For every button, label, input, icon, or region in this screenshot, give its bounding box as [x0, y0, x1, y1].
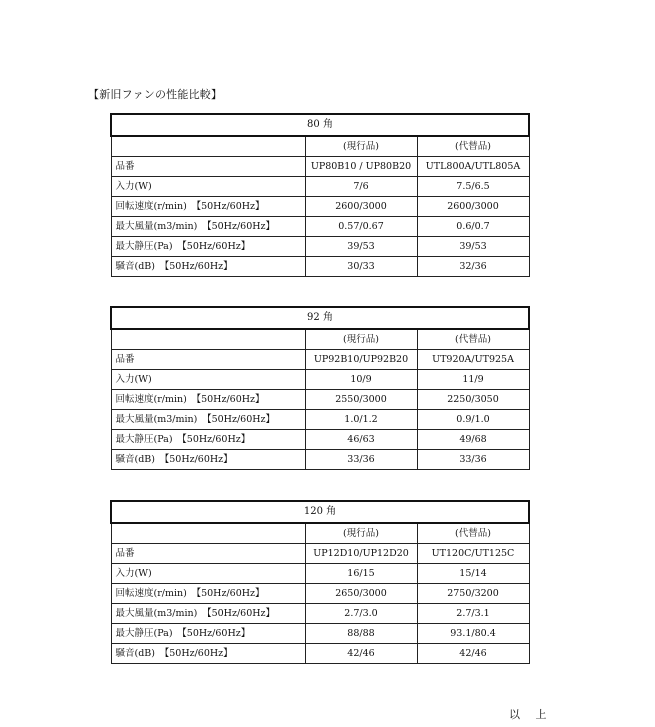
replacement-value: 2.7/3.1: [417, 604, 529, 624]
table-row: [111, 564, 529, 584]
row-label: 品番: [111, 350, 305, 370]
current-value: 2600/3000: [305, 197, 417, 217]
table-row: [111, 197, 529, 217]
table-row: [111, 370, 529, 390]
table-row: [111, 450, 529, 470]
row-label: 騒音(dB) 【50Hz/60Hz】: [111, 450, 305, 470]
table-header-row: [111, 329, 529, 350]
row-label: 騒音(dB) 【50Hz/60Hz】: [111, 644, 305, 664]
replacement-value: 2600/3000: [417, 197, 529, 217]
row-label: 品番: [111, 157, 305, 177]
current-value: 39/53: [305, 237, 417, 257]
header-replacement: (代替品): [417, 523, 529, 544]
row-label: 入力(W): [111, 177, 305, 197]
header-replacement: (代替品): [417, 136, 529, 157]
current-value: 1.0/1.2: [305, 410, 417, 430]
current-value: 2650/3000: [305, 584, 417, 604]
table-row: [111, 390, 529, 410]
current-value: 7/6: [305, 177, 417, 197]
row-label: 最大風量(m3/min) 【50Hz/60Hz】: [111, 604, 305, 624]
table-header-row: [111, 136, 529, 157]
fan-size-heading: 120 角: [111, 501, 529, 523]
header-blank-cell: [111, 523, 305, 544]
replacement-value: UT920A/UT925A: [417, 350, 529, 370]
replacement-value: UTL800A/UTL805A: [417, 157, 529, 177]
table-row: [111, 410, 529, 430]
replacement-value: 42/46: [417, 644, 529, 664]
current-value: 30/33: [305, 257, 417, 277]
header-blank-cell: [111, 136, 305, 157]
replacement-value: 2250/3050: [417, 390, 529, 410]
current-value: 0.57/0.67: [305, 217, 417, 237]
row-label: 回転速度(r/min) 【50Hz/60Hz】: [111, 584, 305, 604]
table-row: [111, 624, 529, 644]
header-current: (現行品): [305, 523, 417, 544]
fan-comparison-table-92: [110, 306, 530, 470]
table-row: [111, 644, 529, 664]
row-label: 最大風量(m3/min) 【50Hz/60Hz】: [111, 217, 305, 237]
fan-comparison-table-80: [110, 113, 530, 277]
header-blank-cell: [111, 329, 305, 350]
header-current: (現行品): [305, 136, 417, 157]
header-current: (現行品): [305, 329, 417, 350]
replacement-value: 15/14: [417, 564, 529, 584]
current-value: UP92B10/UP92B20: [305, 350, 417, 370]
closing-mark: 以 上: [509, 708, 553, 721]
replacement-value: 33/36: [417, 450, 529, 470]
current-value: 42/46: [305, 644, 417, 664]
table-row: [111, 257, 529, 277]
replacement-value: UT120C/UT125C: [417, 544, 529, 564]
current-value: UP12D10/UP12D20: [305, 544, 417, 564]
row-label: 回転速度(r/min) 【50Hz/60Hz】: [111, 197, 305, 217]
current-value: 2.7/3.0: [305, 604, 417, 624]
current-value: 46/63: [305, 430, 417, 450]
header-replacement: (代替品): [417, 329, 529, 350]
table-row: [111, 177, 529, 197]
replacement-value: 39/53: [417, 237, 529, 257]
fan-size-heading: 92 角: [111, 307, 529, 329]
current-value: UP80B10 / UP80B20: [305, 157, 417, 177]
table-row: [111, 430, 529, 450]
table-row: [111, 584, 529, 604]
table-size-row: [111, 307, 529, 329]
replacement-value: 2750/3200: [417, 584, 529, 604]
document-title: 【新旧ファンの性能比較】: [88, 88, 223, 101]
row-label: 入力(W): [111, 564, 305, 584]
replacement-value: 7.5/6.5: [417, 177, 529, 197]
replacement-value: 49/68: [417, 430, 529, 450]
fan-comparison-table-120: [110, 500, 530, 664]
current-value: 2550/3000: [305, 390, 417, 410]
fan-size-heading: 80 角: [111, 114, 529, 136]
table-size-row: [111, 114, 529, 136]
replacement-value: 32/36: [417, 257, 529, 277]
table-row: [111, 350, 529, 370]
replacement-value: 0.6/0.7: [417, 217, 529, 237]
current-value: 10/9: [305, 370, 417, 390]
table-row: [111, 544, 529, 564]
replacement-value: 93.1/80.4: [417, 624, 529, 644]
table-row: [111, 217, 529, 237]
row-label: 最大静圧(Pa) 【50Hz/60Hz】: [111, 237, 305, 257]
row-label: 回転速度(r/min) 【50Hz/60Hz】: [111, 390, 305, 410]
table-row: [111, 237, 529, 257]
row-label: 最大静圧(Pa) 【50Hz/60Hz】: [111, 430, 305, 450]
row-label: 最大風量(m3/min) 【50Hz/60Hz】: [111, 410, 305, 430]
table-row: [111, 604, 529, 624]
current-value: 33/36: [305, 450, 417, 470]
replacement-value: 11/9: [417, 370, 529, 390]
table-row: [111, 157, 529, 177]
table-header-row: [111, 523, 529, 544]
current-value: 88/88: [305, 624, 417, 644]
current-value: 16/15: [305, 564, 417, 584]
row-label: 最大静圧(Pa) 【50Hz/60Hz】: [111, 624, 305, 644]
table-size-row: [111, 501, 529, 523]
row-label: 品番: [111, 544, 305, 564]
replacement-value: 0.9/1.0: [417, 410, 529, 430]
row-label: 入力(W): [111, 370, 305, 390]
row-label: 騒音(dB) 【50Hz/60Hz】: [111, 257, 305, 277]
